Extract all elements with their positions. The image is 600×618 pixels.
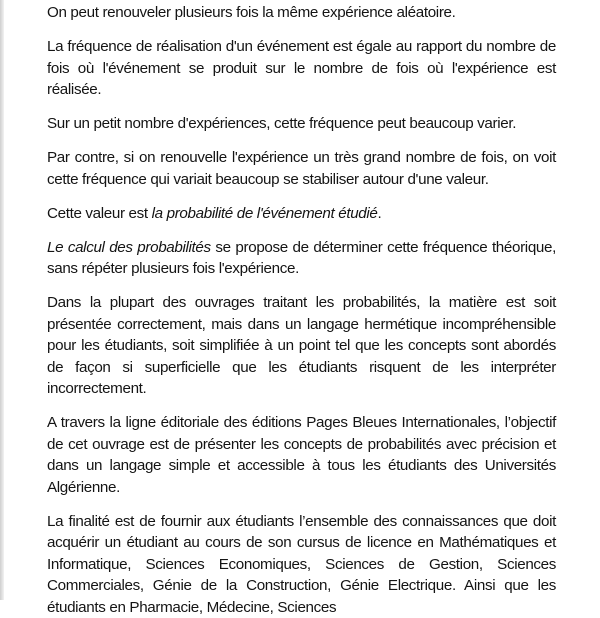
text-segment: se propose de déterminer cette fréquence théorique, sans répéter plusieurs fois l'expérience. [47,239,556,278]
scan-edge-shadow [0,0,4,600]
text-segment: . [378,205,382,222]
paragraph-small-sample: Sur un petit nombre d'expériences, cette fréquence peut beaucoup varier. [47,113,556,135]
emphasized-term: la probabilité de l'événement étudié [152,205,378,222]
paragraph-existing-books: Dans la plupart des ouvrages traitant les probabilités, la matière est soit présentée correctement, mais dans un langage hermétique incompréhensible pour les étudiants, soit simplifiée à un point tel que les concepts sont abordés de façon si superficielle que les étudiants risquent de les interpréter incorrectement. [47,292,556,400]
paragraph-frequency-definition: La fréquence de réalisation d'un événement est égale au rapport du nombre de fois où l'événement se produit sur le nombre de fois où l'expérience est réalisée. [47,36,556,101]
paragraph-probability-value [47,203,556,225]
paragraph-large-sample: Par contre, si on renouvelle l'expérience un très grand nombre de fois, on voit cette fréquence qui variait beaucoup se stabiliser autour d'une valeur. [47,147,556,190]
text-segment: Cette valeur est [47,205,152,222]
emphasized-term: Le calcul des probabilités [47,239,211,256]
document-page [47,2,556,618]
paragraph-probability-calculus [47,237,556,280]
paragraph-editorial-objective: A travers la ligne éditoriale des éditions Pages Bleues Internationales, l’objectif de cet ouvrage est de présenter les concepts de probabilités avec précision et dans un langage simple et accessible à tous les étudiants des Universités Algérienne. [47,412,556,498]
paragraph-purpose: La finalité est de fournir aux étudiants l’ensemble des connaissances que doit acquérir un étudiant au cours de son cursus de licence en Mathématiques et Informatique, Sciences Economiques, Sciences de Gestion, Sciences Commerciales, Génie de la Construction, Génie Electrique. Ainsi que les étudiants en Pharmacie, Médecine, Sciences [47,511,556,618]
paragraph-repeat-experiment: On peut renouveler plusieurs fois la même expérience aléatoire. [47,2,556,24]
